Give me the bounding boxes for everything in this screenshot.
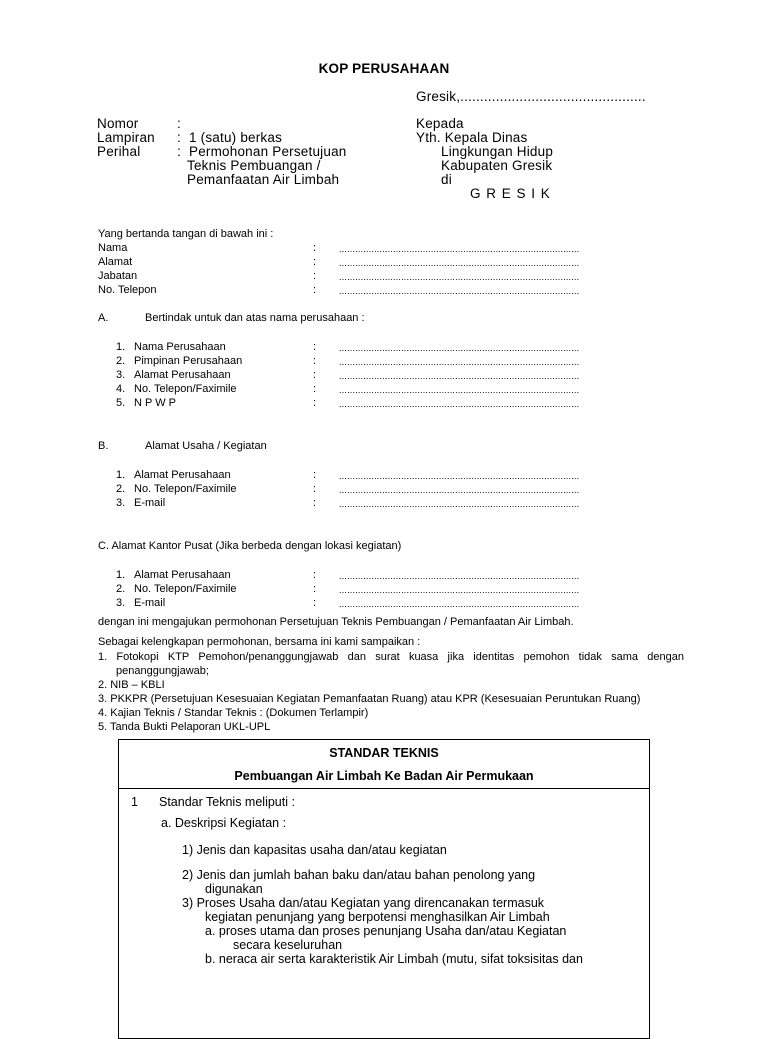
place-date: Gresik,...............................................	[416, 89, 646, 104]
item-dots: .........................................................................................	[339, 585, 580, 595]
attachment-item-cont: penanggungjawab;	[116, 665, 209, 677]
field-colon: :	[313, 242, 317, 254]
lampiran-colon: :	[177, 130, 181, 145]
perihal-line: Pemanfaatan Air Limbah	[187, 172, 340, 187]
standar-point: 3) Proses Usaha dan/atau Kegiatan yang direncanakan termasuk	[182, 896, 545, 910]
standar-subpoint: b. neraca air serta karakteristik Air Limbah (mutu, sifat toksisitas dan	[205, 952, 583, 966]
standar-subpoint: a. proses utama dan proses penunjang Usaha dan/atau Kegiatan	[205, 924, 567, 938]
perihal-colon: :	[177, 144, 181, 159]
field-dots: .........................................................................................	[339, 272, 580, 282]
item-dots: .........................................................................................	[339, 485, 580, 495]
field-colon: :	[313, 270, 317, 282]
box-divider	[119, 788, 649, 789]
item-num: 2.	[116, 583, 126, 595]
item-dots: .........................................................................................	[339, 357, 580, 367]
item-num: 3.	[116, 597, 126, 609]
item-dots: .........................................................................................	[339, 343, 580, 353]
standar-point-cont: kegiatan penunjang yang berpotensi menghasilkan Air Limbah	[205, 910, 550, 924]
standar-point-cont: digunakan	[205, 882, 263, 896]
nomor-label: Nomor	[97, 116, 139, 131]
item-num: 1.	[116, 569, 126, 581]
attachment-item: 1. Fotokopi KTP Pemohon/penanggungjawab dan surat kuasa jika identitas pemohon tidak sama dengan	[98, 651, 684, 663]
item-num: 2.	[116, 483, 126, 495]
lampiran-value: 1 (satu) berkas	[189, 130, 283, 145]
item-colon: :	[313, 569, 317, 581]
item-label: Pimpinan Perusahaan	[134, 355, 243, 367]
item-colon: :	[313, 597, 317, 609]
recipient-line: Lingkungan Hidup	[441, 144, 554, 159]
item-num: 1.	[116, 469, 126, 481]
item-label: No. Telepon/Faximile	[134, 483, 237, 495]
item-dots: .........................................................................................	[339, 399, 580, 409]
signer-intro: Yang bertanda tangan di bawah ini :	[98, 228, 274, 240]
attachment-item: 2. NIB – KBLI	[98, 679, 165, 691]
section-b-letter: B.	[98, 440, 109, 452]
perihal-line: Teknis Pembuangan /	[187, 158, 321, 173]
standar-subtitle: Pembuangan Air Limbah Ke Badan Air Permukaan	[234, 769, 534, 783]
section-a-letter: A.	[98, 312, 109, 324]
item-label: Alamat Perusahaan	[134, 469, 231, 481]
item-num: 1.	[116, 341, 126, 353]
attachments-intro: Sebagai kelengkapan permohonan, bersama ini kami sampaikan :	[98, 636, 421, 648]
item-dots: .........................................................................................	[339, 471, 580, 481]
attachment-item: 5. Tanda Bukti Pelaporan UKL-UPL	[98, 721, 271, 733]
item-label: N P W P	[134, 397, 176, 409]
item-colon: :	[313, 397, 317, 409]
item-label: E-mail	[134, 497, 166, 509]
standar-point: 2) Jenis dan jumlah bahan baku dan/atau bahan penolong yang	[182, 868, 536, 882]
item-colon: :	[313, 369, 317, 381]
item-colon: :	[313, 469, 317, 481]
item-dots: .........................................................................................	[339, 385, 580, 395]
item-label: No. Telepon/Faximile	[134, 383, 237, 395]
item-label: No. Telepon/Faximile	[134, 583, 237, 595]
item-label: Nama Perusahaan	[134, 341, 226, 353]
item-num: 3.	[116, 497, 126, 509]
item-num: 5.	[116, 397, 126, 409]
standar-item-num: 1	[131, 795, 138, 809]
standar-subpoint-cont: secara keseluruhan	[233, 938, 343, 952]
item-colon: :	[313, 341, 317, 353]
item-colon: :	[313, 383, 317, 395]
item-label: Alamat Perusahaan	[134, 369, 231, 381]
kepada-label: Kepada	[416, 116, 464, 131]
field-colon: :	[313, 284, 317, 296]
item-num: 2.	[116, 355, 126, 367]
section-c-title: C. Alamat Kantor Pusat (Jika berbeda dengan lokasi kegiatan)	[98, 540, 402, 552]
section-a-title: Bertindak untuk dan atas nama perusahaan :	[145, 312, 365, 324]
nomor-colon: :	[177, 116, 181, 131]
standar-point: 1) Jenis dan kapasitas usaha dan/atau kegiatan	[182, 843, 447, 857]
field-dots: .........................................................................................	[339, 258, 580, 268]
item-num: 4.	[116, 383, 126, 395]
standar-item-text: Standar Teknis meliputi :	[159, 795, 295, 809]
attachment-item: 4. Kajian Teknis / Standar Teknis : (Dokumen Terlampir)	[98, 707, 369, 719]
item-colon: :	[313, 355, 317, 367]
item-dots: .........................................................................................	[339, 571, 580, 581]
letterhead-title: KOP PERUSAHAAN	[318, 61, 450, 76]
recipient-line: Yth. Kepala Dinas	[416, 130, 528, 145]
recipient-line: di	[441, 172, 452, 187]
standar-teknis-box	[118, 739, 650, 1039]
perihal-line: Permohonan Persetujuan	[189, 144, 347, 159]
item-dots: .........................................................................................	[339, 499, 580, 509]
perihal-label: Perihal	[97, 144, 141, 159]
section-b-title: Alamat Usaha / Kegiatan	[145, 440, 267, 452]
item-dots: .........................................................................................	[339, 599, 580, 609]
recipient-city: G R E S I K	[470, 186, 551, 201]
attachment-item: 3. PKKPR (Persetujuan Kesesuaian Kegiatan Pemanfaatan Ruang) atau KPR (Kesesuaian Peruntukan Ruang)	[98, 693, 641, 705]
item-dots: .........................................................................................	[339, 371, 580, 381]
field-label: Alamat	[98, 256, 133, 268]
standar-sub-a: a. Deskripsi Kegiatan :	[161, 816, 287, 830]
field-label: Jabatan	[98, 270, 138, 282]
field-dots: .........................................................................................	[339, 244, 580, 254]
field-label: No. Telepon	[98, 284, 157, 296]
field-colon: :	[313, 256, 317, 268]
item-colon: :	[313, 497, 317, 509]
recipient-line: Kabupaten Gresik	[441, 158, 553, 173]
request-text: dengan ini mengajukan permohonan Persetujuan Teknis Pembuangan / Pemanfaatan Air Limbah.	[98, 616, 574, 628]
item-label: Alamat Perusahaan	[134, 569, 231, 581]
item-label: E-mail	[134, 597, 166, 609]
field-label: Nama	[98, 242, 128, 254]
item-colon: :	[313, 483, 317, 495]
item-colon: :	[313, 583, 317, 595]
item-num: 3.	[116, 369, 126, 381]
field-dots: .........................................................................................	[339, 286, 580, 296]
lampiran-label: Lampiran	[97, 130, 155, 145]
standar-title: STANDAR TEKNIS	[329, 746, 439, 760]
